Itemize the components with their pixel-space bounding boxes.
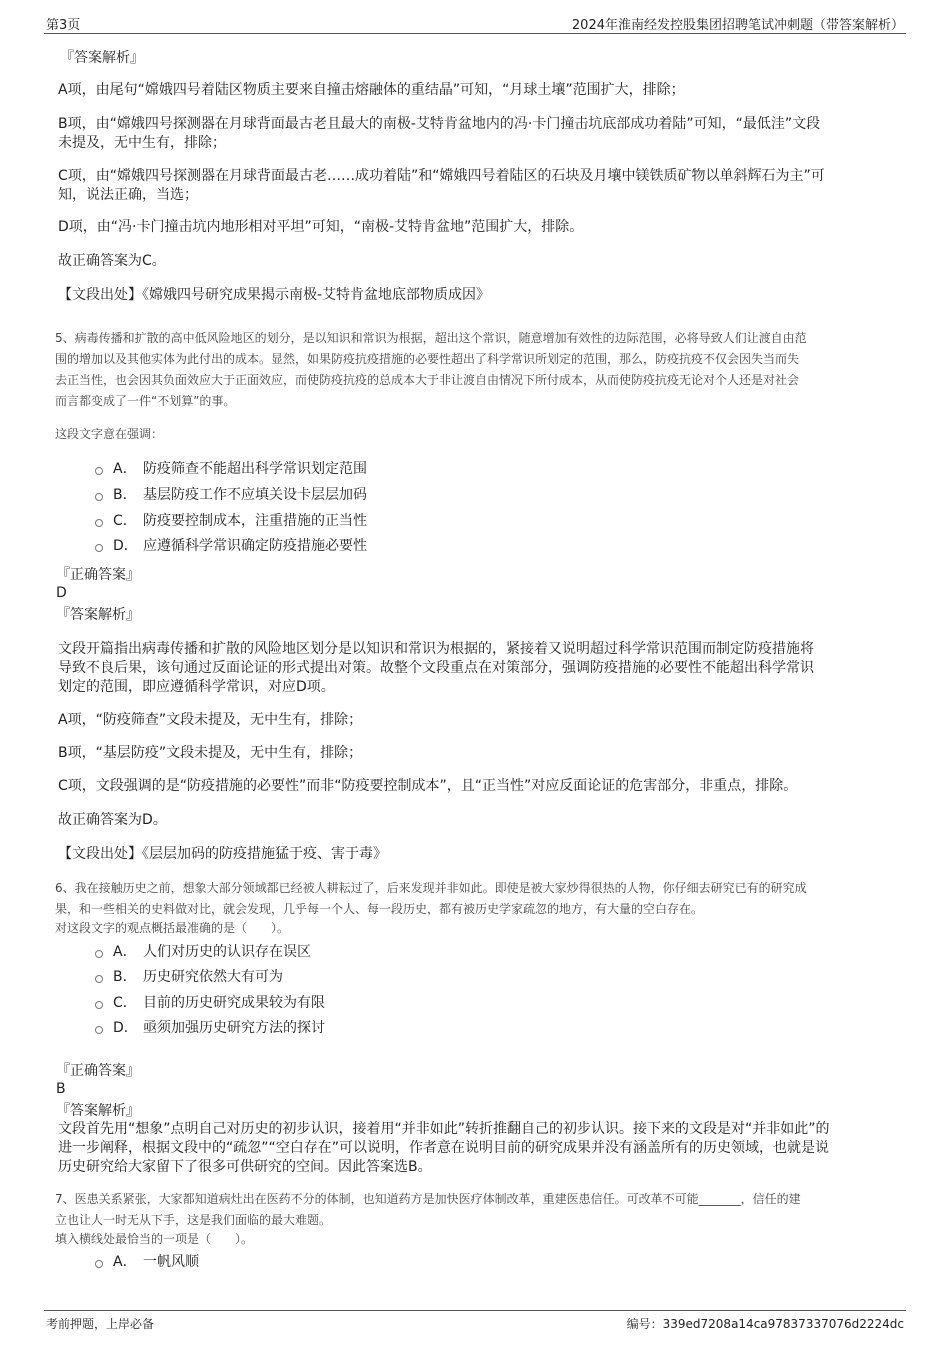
q6-stem-line1: 6、我在接触历史之前，想象大部分领域都已经被人耕耘过了，后来发现并非如此。即使是被大家炒得很热的人物，你仔细去研究已有的研究成	[55, 881, 807, 895]
q5-stem-line3: 去正当性，也会因其负面效应大于正面效应，而使防疫抗疫的总成本大于非让渡自由情况下所付成本，从而使防疫抗疫无论对个人还是对社会	[55, 373, 800, 387]
q5-analysis-b: B项，“基层防疫”文段未提及，无中生有，排除；	[58, 745, 363, 761]
q7-stem-line1: 7、医患关系紧张，大家都知道病灶出在医药不分的体制，也知道药方是加快医疗体制改革，重建医患信任。可改革不可能_______，信任的建	[55, 1192, 801, 1206]
q5-analysis-c: C项，文段强调的是“防疫措施的必要性”而非“防疫要控制成本”，且“正当性”对应反面论证的危害部分，非重点，排除。	[58, 778, 798, 794]
q5-option-c[interactable]: C． 防疫要控制成本，注重措施的正当性	[95, 511, 367, 531]
radio-icon[interactable]	[95, 467, 103, 475]
radio-icon[interactable]	[95, 975, 103, 983]
radio-icon[interactable]	[95, 1001, 103, 1009]
q4-analysis-c-line2: 知，说法正确，当选；	[58, 187, 198, 203]
q5-conclusion: 故正确答案为D。	[58, 812, 167, 828]
q5-source: 【文段出处】《层层加码的防疫措施猛于疫、害于毒》	[58, 846, 387, 862]
footer-divider	[44, 1310, 906, 1311]
q4-analysis-b-line2: 未提及，无中生有，排除；	[58, 135, 226, 151]
radio-icon[interactable]	[95, 1260, 103, 1268]
q6-answer: B	[56, 1081, 66, 1097]
q5-analysis-line1: 文段开篇指出病毒传播和扩散的风险地区划分是以知识和常识为根据的，紧接着又说明超过科学常识范围而制定防疫措施将	[58, 641, 814, 657]
q6-option-b[interactable]: B． 历史研究依然大有可为	[95, 967, 283, 987]
q6-analysis-line1: 文段首先用“想象”点明自己对历史的初步认识，接着用“并非如此”转折推翻自己的初步认识。接下来的文段是对“并非如此”的	[58, 1121, 830, 1137]
q6-answer-heading: 『正确答案』	[56, 1063, 140, 1079]
q7-option-a[interactable]: A． 一帆风顺	[95, 1252, 199, 1272]
q4-conclusion: 故正确答案为C。	[58, 253, 166, 269]
q6-analysis-heading: 『答案解析』	[56, 1103, 140, 1119]
q5-stem-line1: 5、病毒传播和扩散的高中低风险地区的划分，是以知识和常识为根据，超出这个常识，随意增加有效性的边际范围，必将导致人们让渡自由范	[55, 331, 807, 345]
q6-analysis-line3: 历史研究给大家留下了很多可供研究的空间。因此答案选B。	[58, 1159, 432, 1175]
radio-icon[interactable]	[95, 950, 103, 958]
q5-option-a[interactable]: A． 防疫筛查不能超出科学常识划定范围	[95, 459, 367, 479]
q6-stem-line2: 果，和一些相关的史料做对比，就会发现，几乎每一个人、每一段历史，都有被历史学家疏忽的地方，有大量的空白存在。	[55, 902, 704, 916]
q6-analysis-line2: 进一步阐释，根据文段中的“疏忽”“空白存在”可以说明，作者意在说明目前的研究成果并没有涵盖所有的历史领域，也就是说	[58, 1140, 830, 1156]
q4-analysis-d: D项，由“冯·卡门撞击坑内地形相对平坦”可知，“南极-艾特肯盆地”范围扩大，排除。	[58, 219, 584, 235]
page-number: 第3页	[46, 18, 81, 33]
q5-prompt: 这段文字意在强调：	[55, 427, 164, 441]
q4-analysis-c-line1: C项，由“嫦娥四号探测器在月球背面最古老……成功着陆”和“嫦娥四号着陆区的石块及月壤中镁铁质矿物以单斜辉石为主”可	[58, 168, 825, 184]
radio-icon[interactable]	[95, 1026, 103, 1034]
q5-analysis-a: A项，“防疫筛查”文段未提及，无中生有，排除；	[58, 712, 363, 728]
q5-answer: D	[56, 585, 67, 601]
q4-analysis-b-line1: B项，由“嫦娥四号探测器在月球背面最古老且最大的南极-艾特肯盆地内的冯·卡门撞击坑底部成功着陆”可知，“最低洼”文段	[58, 116, 821, 132]
q4-source: 【文段出处】《嫦娥四号研究成果揭示南极-艾特肯盆地底部物质成因》	[58, 287, 491, 303]
q4-analysis-a: A项，由尾句“嫦娥四号着陆区物质主要来自撞击熔融体的重结晶”可知，“月球土壤”范围扩大，排除；	[58, 82, 685, 98]
q5-option-b[interactable]: B． 基层防疫工作不应填关设卡层层加码	[95, 485, 367, 505]
q5-analysis-line3: 划定的范围，即应遵循科学常识，对应D项。	[58, 679, 335, 695]
radio-icon[interactable]	[95, 519, 103, 527]
document-id: 编号：339ed7208a14ca97837337076d2224dc	[626, 1317, 904, 1331]
q7-stem-line2: 立也让人一时无从下手，这是我们面临的最大难题。	[55, 1213, 332, 1227]
document-title: 2024年淮南经发控股集团招聘笔试冲刺题（带答案解析）	[571, 18, 904, 33]
q7-prompt: 填入横线处最恰当的一项是（ ）。	[55, 1232, 254, 1246]
q5-answer-heading: 『正确答案』	[56, 567, 140, 583]
q5-option-d[interactable]: D． 应遵循科学常识确定防疫措施必要性	[95, 536, 367, 556]
q5-stem-line4: 而言都变成了一件“不划算”的事。	[55, 394, 236, 408]
header-divider	[44, 33, 906, 34]
q5-analysis-line2: 导致不良后果，该句通过反面论证的形式提出对策。故整个文段重点在对策部分，强调防疫措施的必要性不能超出科学常识	[58, 660, 814, 676]
q5-stem-line2: 围的增加以及其他实体为此付出的成本。显然，如果防疫抗疫措施的必要性超出了科学常识所划定的范围，那么，防疫抗疫不仅会因失当而失	[55, 352, 800, 366]
q5-analysis-heading: 『答案解析』	[56, 607, 140, 623]
q6-prompt: 对这段文字的观点概括最准确的是（ ）。	[55, 921, 290, 935]
footer-slogan: 考前押题，上岸必备	[46, 1317, 155, 1331]
radio-icon[interactable]	[95, 544, 103, 552]
q6-option-a[interactable]: A． 人们对历史的认识存在误区	[95, 942, 311, 962]
q4-analysis-heading: 『答案解析』	[60, 50, 144, 66]
q6-option-c[interactable]: C． 目前的历史研究成果较为有限	[95, 993, 325, 1013]
radio-icon[interactable]	[95, 493, 103, 501]
q6-option-d[interactable]: D． 亟须加强历史研究方法的探讨	[95, 1018, 325, 1038]
